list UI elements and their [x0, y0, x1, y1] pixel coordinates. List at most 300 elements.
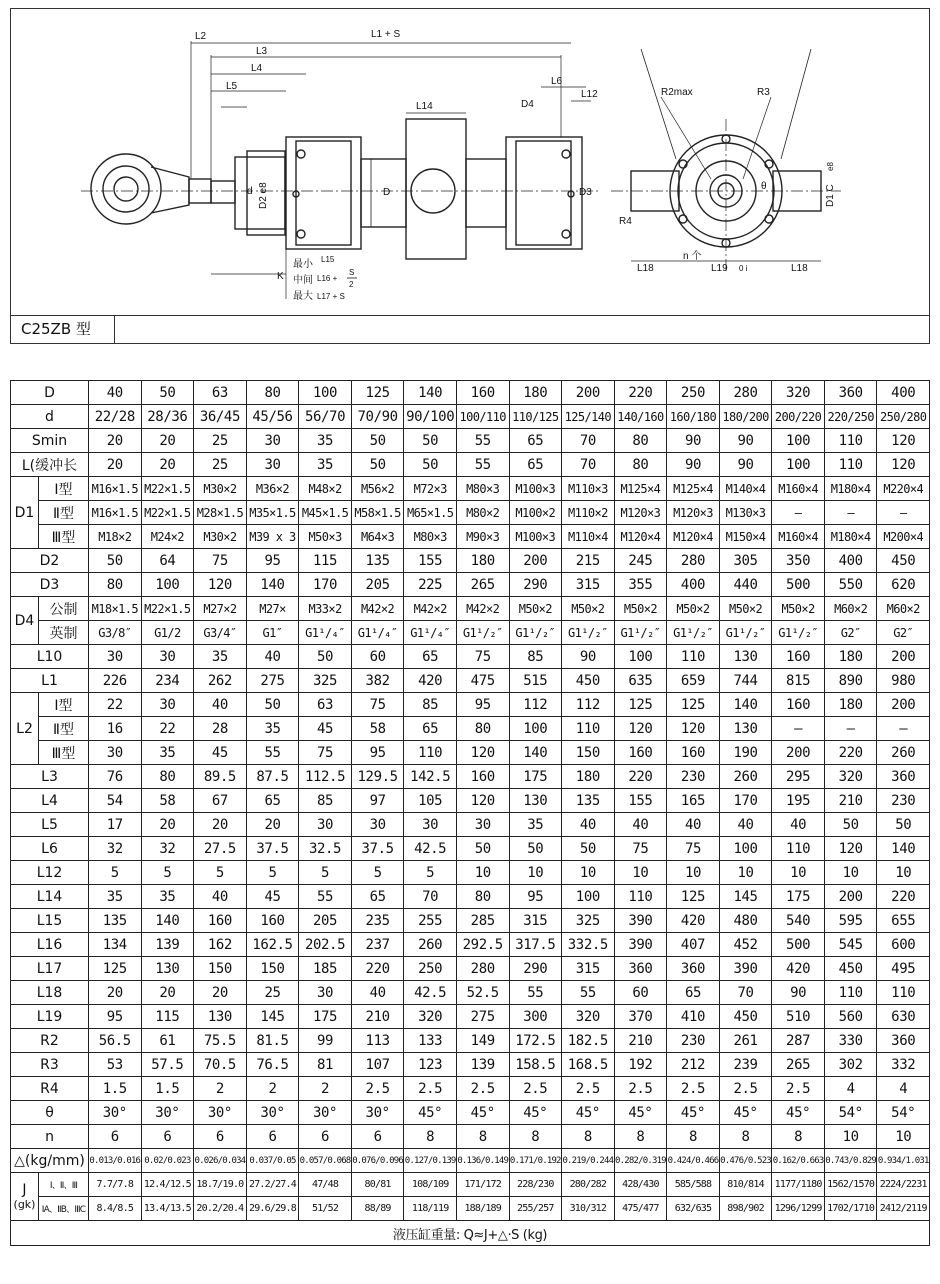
- table-cell: M120×4: [614, 525, 667, 549]
- table-cell: 560: [824, 1005, 877, 1029]
- table-row: [11, 1125, 930, 1149]
- table-cell: M125×4: [667, 477, 720, 501]
- table-cell: 202.5: [299, 933, 352, 957]
- table-cell: 0.02/0.023: [141, 1149, 194, 1173]
- table-cell: 2224/2231: [877, 1173, 930, 1197]
- table-row: [11, 381, 930, 405]
- table-cell: M35×1.5: [246, 501, 299, 525]
- table-cell: M50×2: [562, 597, 615, 621]
- table-cell: 315: [562, 573, 615, 597]
- table-cell: 87.5: [246, 765, 299, 789]
- table-cell: 29.6/29.8: [246, 1197, 299, 1221]
- table-cell: M125×4: [614, 477, 667, 501]
- table-cell: 27.5: [194, 837, 247, 861]
- table-cell: M80×3: [404, 525, 457, 549]
- table-cell: G2″: [824, 621, 877, 645]
- table-cell: 50: [824, 813, 877, 837]
- table-cell: 35: [141, 885, 194, 909]
- table-cell: 12.4/12.5: [141, 1173, 194, 1197]
- table-cell: 10: [456, 861, 509, 885]
- table-cell: 36/45: [194, 405, 247, 429]
- table-cell: 5: [194, 861, 247, 885]
- table-cell: 97: [351, 789, 404, 813]
- table-row: [11, 477, 930, 501]
- table-cell: M42×2: [351, 597, 404, 621]
- table-cell: 90: [772, 981, 825, 1005]
- table-cell: G3/4″: [194, 621, 247, 645]
- table-cell: 120: [877, 453, 930, 477]
- row-label: ⅠA、ⅡB、ⅢC: [39, 1197, 89, 1221]
- dim-n: n 个: [683, 251, 702, 262]
- table-cell: 8: [562, 1125, 615, 1149]
- table-cell: 30°: [299, 1101, 352, 1125]
- table-cell: 175: [772, 885, 825, 909]
- table-cell: 135: [351, 549, 404, 573]
- table-row: [11, 573, 930, 597]
- table-cell: 95: [246, 549, 299, 573]
- table-cell: 212: [667, 1053, 720, 1077]
- dim-s-den: 2: [349, 280, 354, 289]
- table-cell: 40: [351, 981, 404, 1005]
- table-cell: 390: [719, 957, 772, 981]
- table-cell: 90/100: [404, 405, 457, 429]
- table-cell: 40: [194, 885, 247, 909]
- row-label: Ⅰ型: [39, 693, 89, 717]
- table-cell: 175: [299, 1005, 352, 1029]
- table-cell: 20: [141, 813, 194, 837]
- table-cell: 8: [719, 1125, 772, 1149]
- table-cell: 2.5: [509, 1077, 562, 1101]
- table-cell: M50×2: [614, 597, 667, 621]
- table-cell: 30°: [141, 1101, 194, 1125]
- table-cell: 54°: [877, 1101, 930, 1125]
- table-cell: 63: [194, 381, 247, 405]
- table-cell: 360: [614, 957, 667, 981]
- table-cell: 275: [456, 1005, 509, 1029]
- table-cell: 30°: [351, 1101, 404, 1125]
- row-label: L4: [11, 789, 89, 813]
- table-cell: 195: [772, 789, 825, 813]
- table-cell: M200×4: [877, 525, 930, 549]
- table-cell: M110×2: [562, 501, 615, 525]
- table-cell: 100/110: [456, 405, 509, 429]
- table-cell: 450: [719, 1005, 772, 1029]
- table-cell: 360: [667, 957, 720, 981]
- table-cell: 10: [877, 1125, 930, 1149]
- table-cell: 100: [772, 453, 825, 477]
- table-cell: 440: [719, 573, 772, 597]
- table-cell: 285: [456, 909, 509, 933]
- table-cell: 58: [351, 717, 404, 741]
- row-label: Ⅲ型: [39, 741, 89, 765]
- table-cell: 55: [299, 885, 352, 909]
- table-cell: 50: [404, 453, 457, 477]
- table-cell: 980: [877, 669, 930, 693]
- row-label: L(缓冲长: [11, 453, 89, 477]
- table-cell: 452: [719, 933, 772, 957]
- dim-r2max: R2max: [661, 87, 693, 98]
- table-cell: 320: [562, 1005, 615, 1029]
- table-cell: 5: [246, 861, 299, 885]
- table-cell: M130×3: [719, 501, 772, 525]
- table-cell: 80: [89, 573, 142, 597]
- table-row: [11, 837, 930, 861]
- table-cell: M27×2: [194, 597, 247, 621]
- table-row: [11, 885, 930, 909]
- table-cell: 6: [89, 1125, 142, 1149]
- table-cell: 234: [141, 669, 194, 693]
- table-cell: 30: [89, 741, 142, 765]
- table-cell: 2.5: [404, 1077, 457, 1101]
- table-cell: 115: [141, 1005, 194, 1029]
- table-cell: 239: [719, 1053, 772, 1077]
- table-cell: 287: [772, 1029, 825, 1053]
- table-cell: 2: [299, 1077, 352, 1101]
- table-cell: 160: [614, 741, 667, 765]
- table-cell: 35: [141, 741, 194, 765]
- table-cell: 5: [141, 861, 194, 885]
- table-cell: –: [877, 717, 930, 741]
- table-cell: 420: [772, 957, 825, 981]
- dim-l19: L19: [711, 263, 728, 274]
- table-cell: 45°: [667, 1101, 720, 1125]
- table-cell: M110×4: [562, 525, 615, 549]
- table-cell: 35: [89, 885, 142, 909]
- table-cell: 0.162/0.663: [772, 1149, 825, 1173]
- table-cell: 30: [89, 645, 142, 669]
- table-cell: 265: [772, 1053, 825, 1077]
- table-cell: 67: [194, 789, 247, 813]
- table-cell: M80×2: [456, 501, 509, 525]
- table-cell: 81: [299, 1053, 352, 1077]
- table-cell: 99: [299, 1029, 352, 1053]
- table-cell: 2: [246, 1077, 299, 1101]
- table-cell: 35: [509, 813, 562, 837]
- table-cell: 428/430: [614, 1173, 667, 1197]
- table-cell: 595: [824, 909, 877, 933]
- table-cell: M42×2: [456, 597, 509, 621]
- table-cell: 35: [194, 645, 247, 669]
- table-cell: 40: [89, 381, 142, 405]
- table-cell: M110×3: [562, 477, 615, 501]
- dim-d2e8: D2 e8: [258, 182, 269, 209]
- table-cell: 125: [614, 693, 667, 717]
- table-cell: 56/70: [299, 405, 352, 429]
- table-cell: 140: [141, 909, 194, 933]
- table-cell: 540: [772, 909, 825, 933]
- rod-eye-bore: [114, 177, 138, 201]
- table-cell: 320: [824, 765, 877, 789]
- table-cell: M120×3: [614, 501, 667, 525]
- table-cell: M24×2: [141, 525, 194, 549]
- table-cell: 55: [509, 981, 562, 1005]
- table-cell: 210: [351, 1005, 404, 1029]
- table-cell: 205: [299, 909, 352, 933]
- table-cell: 42.5: [404, 837, 457, 861]
- table-cell: 262: [194, 669, 247, 693]
- table-cell: M18×2: [89, 525, 142, 549]
- table-cell: M50×2: [719, 597, 772, 621]
- table-cell: 65: [509, 453, 562, 477]
- table-cell: 420: [404, 669, 457, 693]
- table-cell: 25: [194, 453, 247, 477]
- table-cell: 898/902: [719, 1197, 772, 1221]
- table-cell: M120×3: [667, 501, 720, 525]
- table-cell: 35: [299, 429, 352, 453]
- table-cell: 70: [562, 453, 615, 477]
- table-cell: 130: [719, 717, 772, 741]
- table-cell: 158.5: [509, 1053, 562, 1077]
- table-cell: 228/230: [509, 1173, 562, 1197]
- table-cell: 40: [719, 813, 772, 837]
- table-cell: 110: [772, 837, 825, 861]
- table-cell: 27.2/27.4: [246, 1173, 299, 1197]
- table-cell: 10: [562, 861, 615, 885]
- table-cell: 620: [877, 573, 930, 597]
- table-cell: 475: [456, 669, 509, 693]
- table-cell: 89.5: [194, 765, 247, 789]
- table-cell: 90: [719, 453, 772, 477]
- table-cell: 300: [509, 1005, 562, 1029]
- table-cell: 744: [719, 669, 772, 693]
- label-max: 最大: [293, 291, 313, 302]
- table-cell: 20.2/20.4: [194, 1197, 247, 1221]
- table-cell: 113: [351, 1029, 404, 1053]
- table-cell: 17: [89, 813, 142, 837]
- table-cell: 215: [562, 549, 615, 573]
- table-cell: 107: [351, 1053, 404, 1077]
- table-row: [11, 909, 930, 933]
- table-cell: 20: [141, 453, 194, 477]
- table-cell: 225: [404, 573, 457, 597]
- table-cell: 360: [877, 765, 930, 789]
- dim-r3: R3: [757, 87, 770, 98]
- table-cell: 118/119: [404, 1197, 457, 1221]
- table-cell: M180×4: [824, 525, 877, 549]
- table-cell: M220×4: [877, 477, 930, 501]
- table-cell: 630: [877, 1005, 930, 1029]
- dim-k: K: [277, 271, 284, 282]
- row-label: L3: [11, 765, 89, 789]
- table-cell: 260: [719, 765, 772, 789]
- table-cell: 64: [141, 549, 194, 573]
- table-cell: 8.4/8.5: [89, 1197, 142, 1221]
- row-label: D: [11, 381, 89, 405]
- table-cell: 22/28: [89, 405, 142, 429]
- table-cell: 112: [562, 693, 615, 717]
- table-cell: 10: [509, 861, 562, 885]
- table-cell: 255/257: [509, 1197, 562, 1221]
- table-cell: 188/189: [456, 1197, 509, 1221]
- table-cell: 22: [141, 717, 194, 741]
- table-cell: 76.5: [246, 1053, 299, 1077]
- table-cell: 200: [824, 885, 877, 909]
- table-cell: 155: [404, 549, 457, 573]
- dim-big-d: D: [383, 187, 391, 198]
- table-cell: 50: [299, 645, 352, 669]
- table-cell: 60: [614, 981, 667, 1005]
- row-label: Ⅰ型: [39, 477, 89, 501]
- table-cell: 160: [772, 693, 825, 717]
- table-row: [11, 549, 930, 573]
- table-cell: M16×1.5: [89, 477, 142, 501]
- table-cell: 2.5: [719, 1077, 772, 1101]
- table-cell: –: [877, 501, 930, 525]
- table-cell: 510: [772, 1005, 825, 1029]
- row-label: R3: [11, 1053, 89, 1077]
- table-cell: 2.5: [772, 1077, 825, 1101]
- table-cell: 40: [614, 813, 667, 837]
- table-cell: 130: [141, 957, 194, 981]
- table-cell: 280/282: [562, 1173, 615, 1197]
- table-cell: 149: [456, 1029, 509, 1053]
- row-label: Ⅰ、Ⅱ、Ⅲ: [39, 1173, 89, 1197]
- table-cell: 120: [824, 837, 877, 861]
- table-cell: M65×1.5: [404, 501, 457, 525]
- table-cell: 47/48: [299, 1173, 352, 1197]
- table-cell: 28: [194, 717, 247, 741]
- row-label: L6: [11, 837, 89, 861]
- table-cell: 90: [562, 645, 615, 669]
- table-cell: 6: [141, 1125, 194, 1149]
- table-cell: 280: [719, 381, 772, 405]
- table-cell: 180: [509, 381, 562, 405]
- table-cell: 30: [141, 645, 194, 669]
- table-cell: 20: [246, 813, 299, 837]
- table-cell: 302: [824, 1053, 877, 1077]
- row-label: Smin: [11, 429, 89, 453]
- table-cell: 10: [772, 861, 825, 885]
- table-cell: 30°: [246, 1101, 299, 1125]
- table-row: [11, 597, 930, 621]
- table-cell: 659: [667, 669, 720, 693]
- table-cell: 90: [667, 453, 720, 477]
- table-cell: 226: [89, 669, 142, 693]
- table-row: [11, 861, 930, 885]
- dim-d3: D3: [579, 187, 592, 198]
- dim-l19-suffix: 0 i: [739, 264, 748, 273]
- table-cell: G3/8″: [89, 621, 142, 645]
- table-cell: 4: [824, 1077, 877, 1101]
- table-cell: 230: [877, 789, 930, 813]
- table-cell: G1¹/₂″: [456, 621, 509, 645]
- table-cell: 1.5: [141, 1077, 194, 1101]
- table-cell: 139: [456, 1053, 509, 1077]
- table-cell: 30: [456, 813, 509, 837]
- table-cell: 315: [562, 957, 615, 981]
- table-footer-row: [11, 1221, 930, 1246]
- row-label: L1: [11, 669, 89, 693]
- row-label: L14: [11, 885, 89, 909]
- table-cell: –: [824, 501, 877, 525]
- table-cell: 54°: [824, 1101, 877, 1125]
- table-cell: 110: [824, 429, 877, 453]
- table-row: [11, 933, 930, 957]
- table-row: [11, 765, 930, 789]
- table-cell: 170: [719, 789, 772, 813]
- table-cell: 130: [509, 789, 562, 813]
- row-label: L18: [11, 981, 89, 1005]
- table-cell: 65: [246, 789, 299, 813]
- group-label: D4: [11, 597, 39, 645]
- table-cell: 420: [667, 909, 720, 933]
- table-cell: 1.5: [89, 1077, 142, 1101]
- table-cell: 5: [404, 861, 457, 885]
- table-cell: 80: [246, 381, 299, 405]
- table-cell: G1¹/₂″: [667, 621, 720, 645]
- table-cell: 133: [404, 1029, 457, 1053]
- table-row: [11, 429, 930, 453]
- rod-eye-mid: [103, 166, 149, 212]
- table-cell: 105: [404, 789, 457, 813]
- table-cell: 390: [614, 933, 667, 957]
- table-cell: 70: [719, 981, 772, 1005]
- table-row: [11, 453, 930, 477]
- table-cell: 63: [299, 693, 352, 717]
- table-cell: 70.5: [194, 1053, 247, 1077]
- table-cell: 28/36: [141, 405, 194, 429]
- table-cell: M30×2: [194, 525, 247, 549]
- table-cell: 290: [509, 957, 562, 981]
- table-cell: 200: [562, 381, 615, 405]
- table-cell: 55: [456, 453, 509, 477]
- table-cell: M60×2: [824, 597, 877, 621]
- table-cell: 125: [667, 885, 720, 909]
- table-cell: 0.476/0.523: [719, 1149, 772, 1173]
- row-label: 公制: [39, 597, 89, 621]
- table-cell: 45°: [614, 1101, 667, 1125]
- table-cell: 355: [614, 573, 667, 597]
- dim-theta: θ: [761, 181, 767, 192]
- table-cell: 205: [351, 573, 404, 597]
- table-cell: 40: [246, 645, 299, 669]
- table-cell: 2.5: [614, 1077, 667, 1101]
- table-cell: 6: [351, 1125, 404, 1149]
- table-cell: M64×3: [351, 525, 404, 549]
- table-cell: 4: [877, 1077, 930, 1101]
- row-label: d: [11, 405, 89, 429]
- table-cell: 210: [824, 789, 877, 813]
- table-cell: 0.424/0.466: [667, 1149, 720, 1173]
- table-cell: 55: [246, 741, 299, 765]
- table-cell: 110: [614, 885, 667, 909]
- spec-table: [10, 380, 930, 1246]
- table-row: [11, 981, 930, 1005]
- row-label: 英制: [39, 621, 89, 645]
- table-cell: 290: [509, 573, 562, 597]
- table-cell: 410: [667, 1005, 720, 1029]
- table-cell: 6: [246, 1125, 299, 1149]
- dim-l16: L16 +: [317, 274, 338, 283]
- table-cell: 37.5: [351, 837, 404, 861]
- table-cell: 0.057/0.068: [299, 1149, 352, 1173]
- table-cell: 134: [89, 933, 142, 957]
- table-cell: 200: [877, 645, 930, 669]
- table-cell: –: [772, 501, 825, 525]
- table-cell: 250: [667, 381, 720, 405]
- table-cell: 160: [667, 741, 720, 765]
- table-cell: 815: [772, 669, 825, 693]
- table-cell: G1¹/₂″: [614, 621, 667, 645]
- row-label: L12: [11, 861, 89, 885]
- table-cell: 261: [719, 1029, 772, 1053]
- table-cell: 80: [456, 717, 509, 741]
- table-cell: 275: [246, 669, 299, 693]
- table-cell: 120: [667, 717, 720, 741]
- table-cell: 2.5: [562, 1077, 615, 1101]
- table-cell: 10: [824, 861, 877, 885]
- table-cell: 30: [351, 813, 404, 837]
